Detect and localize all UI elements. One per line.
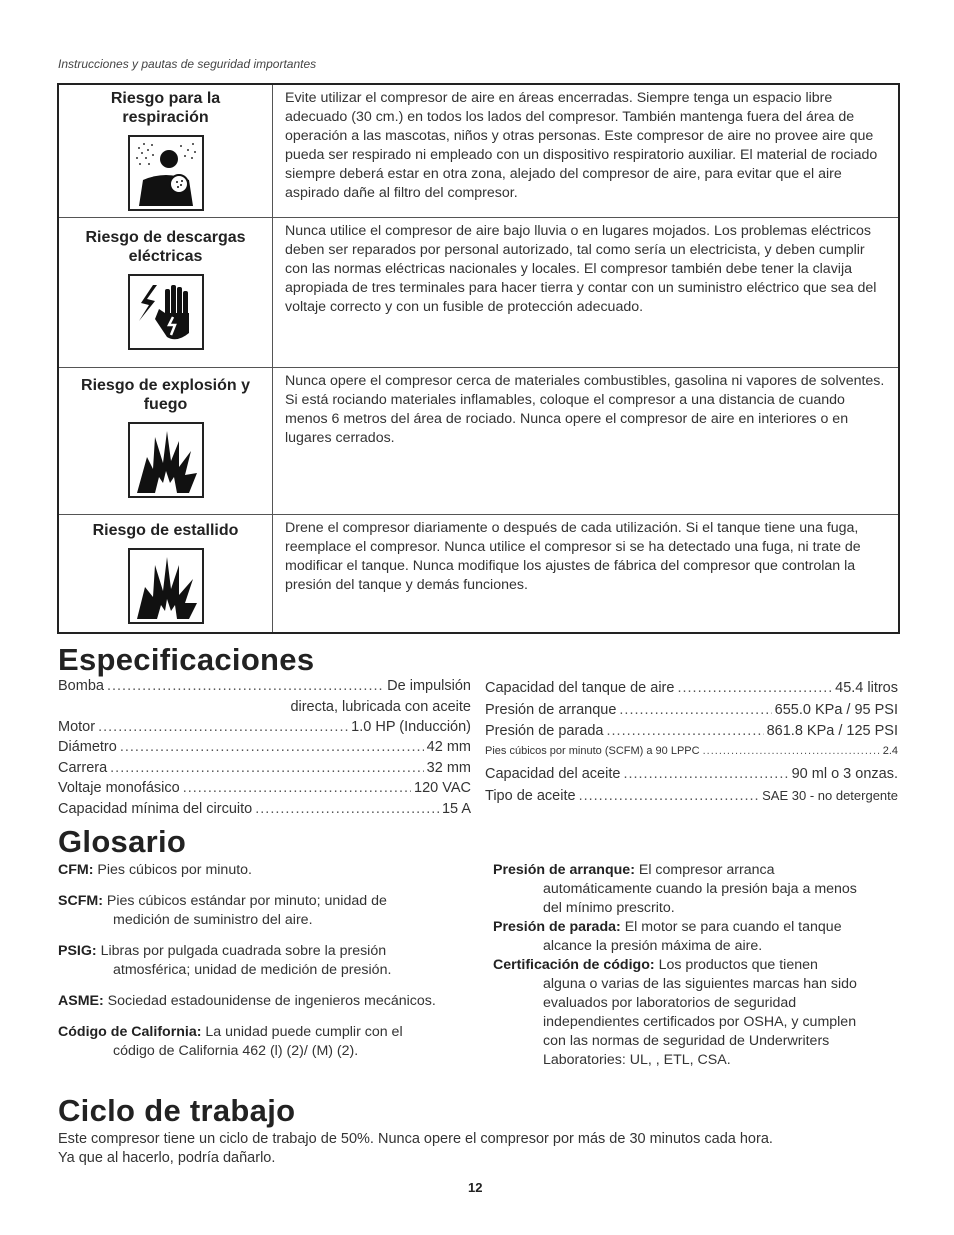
spec-row: Motor ..... 1.0 HP (Inducción) <box>58 719 471 740</box>
glossary-term: Certificación de código: <box>493 957 655 973</box>
page-header: Instrucciones y pautas de seguridad importantes <box>58 57 317 71</box>
burst-icon <box>128 548 204 624</box>
risk-row-breathing <box>58 84 899 217</box>
spec-row: Carrera ..... 32 mm <box>58 760 471 781</box>
glossary-item: CFM: Pies cúbicos por minuto. <box>58 862 252 878</box>
risk-title: Riesgo para la respiración <box>110 90 221 126</box>
spec-row: Capacidad del aceite ..... 90 ml o 3 onzas. <box>485 766 898 788</box>
specs-left-list <box>58 678 471 822</box>
glossary-term: PSIG: <box>58 943 97 959</box>
duty-cycle-text: Este compresor tiene un ciclo de trabajo de 50%. Nunca opere el compresor por más de 30 minutos cada hora. Ya que al hacerlo, podría dañarlo. <box>58 1131 773 1166</box>
risk-description: Nunca utilice el compresor de aire bajo lluvia o en lugares mojados. Los problemas eléctricos deben ser reparados por personal autorizado, tal como sería un electricista, y deben cumplir con las normas eléctricas nacionales y locales. El compresor también debe tener la clavija apropiada de tres terminales para hacer tierra y contar con un suministro eléctrico que sea del voltaje correcto y con un fusible de protección adecuado. <box>273 217 900 367</box>
spec-row: Bomba ..... De impulsión <box>58 678 471 699</box>
safety-risk-table <box>57 83 900 634</box>
glossary-term: Presión de parada: <box>493 919 621 935</box>
spec-row: Presión de parada ..... 861.8 KPa / 125 PSI <box>485 723 898 745</box>
glossary-term: CFM: <box>58 862 94 878</box>
glossary-title: Glosario <box>58 824 187 859</box>
risk-description: Nunca opere el compresor cerca de materiales combustibles, gasolina ni vapores de solventes. Si está rociando materiales inflamables, coloque el compresor a una distancia de cuando menos 6 metros del área de rociado. Nunca opere el compresor de aire en interiores o en lugares cerrados. <box>273 367 900 514</box>
glossary-item: ASME: Sociedad estadounidense de ingenieros mecánicos. <box>58 993 436 1009</box>
risk-row-burst <box>58 514 899 633</box>
glossary-term: Código de California: <box>58 1024 202 1040</box>
glossary-term: Presión de arranque: <box>493 862 635 878</box>
glossary-item: Código de California: La unidad puede cumplir con el código de California 462 (l) (2)/ (M) (2). <box>58 1024 403 1059</box>
spec-row: Presión de arranque ..... 655.0 KPa / 95 PSI <box>485 702 898 724</box>
risk-description: Drene el compresor diariamente o después de cada utilización. Si el tanque tiene una fuga, reemplace el compresor. Nunca utilice el compresor si se ha detectado una fuga, ni trate de modificar el tanque. Nunca modifique los ajustes de fábrica del compresor que controlan la presión del tanque y demás funciones. <box>273 514 900 633</box>
spec-row: Pies cúbicos por minuto (SCFM) a 90 LPPC ..... 2.4 <box>485 745 898 767</box>
spec-row: Capacidad del tanque de aire ..... 45.4 litros <box>485 680 898 702</box>
glossary-item: Presión de arranque: El compresor arranca automáticamente cuando la presión baja a menos del mínimo prescrito. <box>493 862 857 916</box>
spec-row: Capacidad mínima del circuito ..... 15 A <box>58 801 471 822</box>
specs-title: Especificaciones <box>58 642 315 677</box>
risk-row-explosion <box>58 367 899 514</box>
glossary-term: SCFM: <box>58 893 103 909</box>
risk-title-cell <box>58 84 273 217</box>
spec-row: Voltaje monofásico ..... 120 VAC <box>58 780 471 801</box>
glossary-left <box>58 861 478 1073</box>
electric-shock-icon <box>128 274 204 350</box>
explosion-icon <box>128 422 204 498</box>
risk-title: Riesgo de explosión y fuego <box>81 376 250 413</box>
risk-title: Riesgo de estallido <box>92 521 239 539</box>
glossary-item: Presión de parada: El motor se para cuando el tanque alcance la presión máxima de aire. <box>493 919 842 954</box>
glossary-term: ASME: <box>58 993 104 1009</box>
risk-title: Riesgo de descargas eléctricas <box>85 228 246 265</box>
spec-row: Tipo de aceite ..... SAE 30 - no detergente <box>485 788 898 810</box>
spec-row: Diámetro ..... 42 mm <box>58 739 471 760</box>
breathing-hazard-icon <box>128 135 204 211</box>
risk-description: Evite utilizar el compresor de aire en áreas encerradas. Siempre tenga un espacio libre adecuado (30 cm.) en todos los lados del compresor. También mantenga fuera del área de operación a las mascotas, niños y otras personas. Este compresor de aire no provee aire que pueda ser respirado ni empleado con un dispositivo respiratorio auxiliar. El material de rociado siempre deberá estar en otra zona, alejado del compresor de aire, para evitar que el aire aspirado dañe al filtro del compresor. <box>273 84 900 217</box>
glossary-item: PSIG: Libras por pulgada cuadrada sobre la presión atmosférica; unidad de medición de presión. <box>58 943 392 978</box>
risk-row-electric <box>58 217 899 367</box>
glossary-right <box>493 861 903 1070</box>
spec-row-continuation: directa, lubricada con aceite <box>290 698 471 715</box>
glossary-item: SCFM: Pies cúbicos estándar por minuto; unidad de medición de suministro del aire. <box>58 893 387 928</box>
page-number: 12 <box>468 1180 483 1195</box>
glossary-item: Certificación de código: Los productos que tienen alguna o varias de las siguientes marcas han sido evaluados por laboratorios de seguridad independientes certificados por OSHA, y cumplen con las normas de seguridad de Underwriters Laboratories: UL, , ETL, CSA. <box>493 957 857 1068</box>
specs-right-list <box>485 680 898 809</box>
duty-cycle-title: Ciclo de trabajo <box>58 1093 296 1128</box>
